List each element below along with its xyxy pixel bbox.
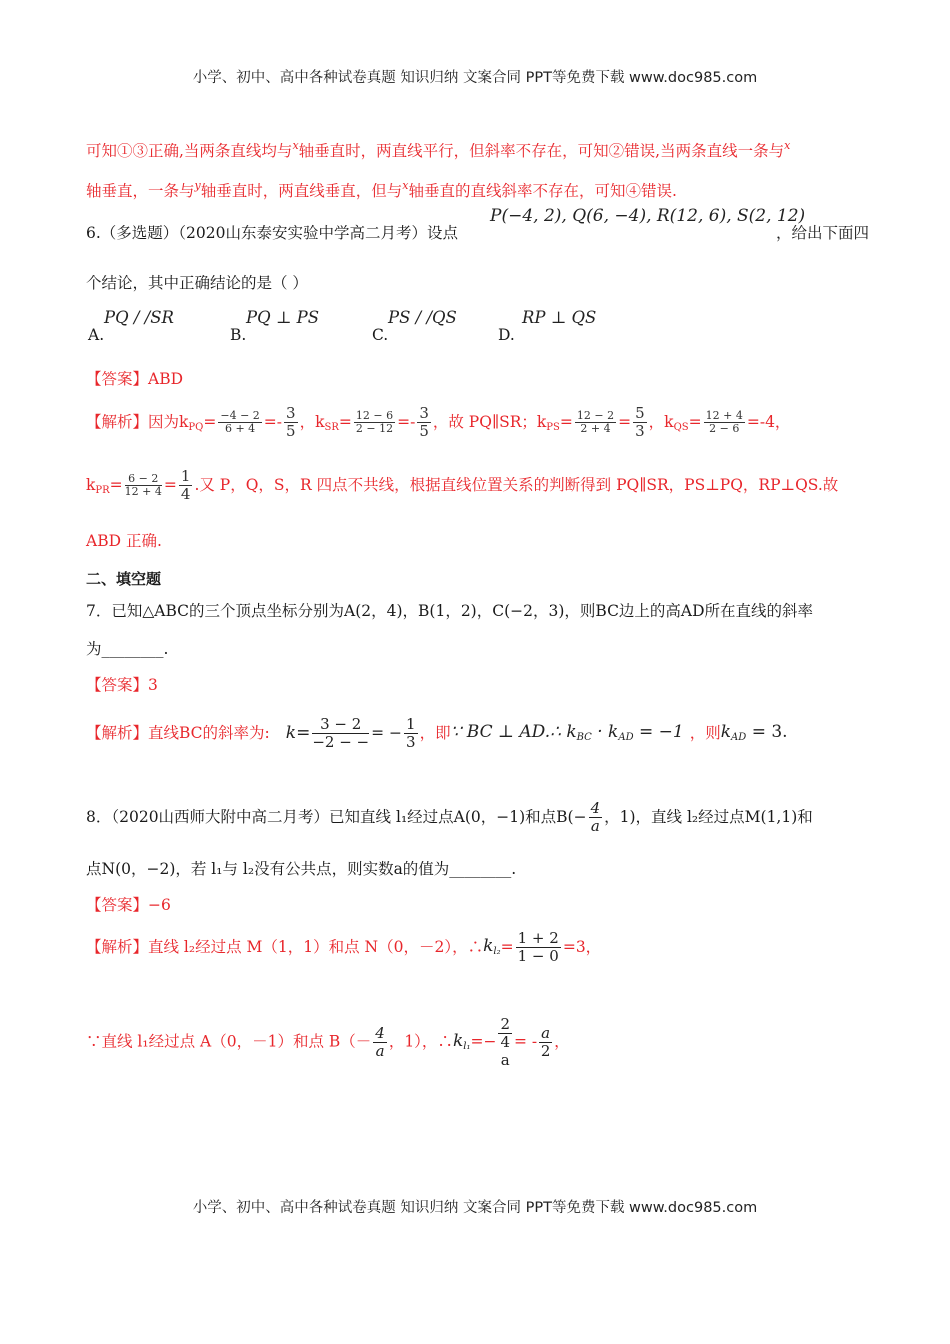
frac-pq: $\frac{-4 - 2}{6 + 4}$: [220, 408, 260, 436]
frac-4-a-2: $\frac{4}{a}$: [375, 1023, 385, 1060]
q6-stem-line-2: 个结论，其中正确结论的是（ ）: [86, 274, 308, 292]
q6-option-b: PQ ⊥ PS: [246, 308, 320, 327]
q6-solution-line-1: 【解析】因为$k_{PQ}=$ $\frac{-4 - 2}{6 + 4}$ =- $\frac{3}{5}$ ，$k_{SR}=$ $\frac{12 - 6}{2 - 12}$ =- $\frac{3}{5}$ ，故 PQ∥SR；$k_{PS}=$ $\frac{12 - 2}{2 + 4}$ = $\frac{5}{3}$ ，$k_{QS}=$ $\frac{12 + 4}{2 - 6}$ =-4，: [86, 404, 791, 441]
page-header: 小学、初中、高中各种试卷真题 知识归纳 文案合同 PPT等免费下载 www.doc985.com: [192, 70, 758, 86]
q6-option-c: PS / /QS: [388, 308, 457, 327]
q8-solution-line-1: 【解析】直线 l₂经过点 M（1，1）和点 N（0，－2），$\therefore k_{l_2}=$ $\frac{1 + 2}{1 - 0}$ =3，: [86, 929, 602, 966]
q6-solution-line-3: ABD 正确.: [86, 532, 162, 550]
frac-sr: $\frac{12 - 6}{2 - 12}$: [355, 408, 394, 436]
q6-stem-line-1: 6.（多选题）（2020山东泰安实验中学高二月考）设点: [86, 224, 458, 242]
q7-answer: 【答案】3: [86, 676, 158, 694]
q8-solution-line-2: ∵直线 l₁经过点 A（0，－1）和点 B（－ $\frac{4}{a}$ ，1），$\therefore k_{l_1}=-$ 2 4 a = - $\frac{a}{2}$ ，: [86, 1015, 570, 1069]
q6-option-c-label: C.: [372, 326, 389, 344]
frac-qs: $\frac{12 + 4}{2 - 6}$: [705, 408, 743, 436]
q7-stem-line-1: 7．已知△ABC的三个顶点坐标分别为A(2，4)，B(1，2)，C(−2，3)，则BC边上的高AD所在直线的斜率: [86, 602, 814, 620]
frac-4-a: $\frac{4}{a}$: [590, 799, 601, 836]
q6-answer: 【答案】ABD: [86, 370, 184, 388]
frac-ps: $\frac{12 - 2}{2 + 4}$: [576, 408, 615, 436]
q6-option-b-label: B.: [230, 326, 247, 344]
q7-stem-line-2: 为________.: [86, 640, 169, 658]
frac-l2: $\frac{1 + 2}{1 - 0}$: [517, 929, 559, 966]
q6-solution-line-2: $k_{PR}=$ $\frac{6 - 2}{12 + 4}$ = $\frac{1}{4}$ .又 P，Q，S，R 四点不共线，根据直线位置关系的判断得到 PQ∥SR，PS⊥PQ，RP⊥QS.故: [86, 467, 839, 504]
frac-a-2: $\frac{a}{2}$: [540, 1023, 551, 1060]
frac-3-5b: $\frac{3}{5}$: [419, 404, 429, 441]
q8-answer: 【答案】−6: [86, 896, 171, 914]
q6-option-a: PQ / /SR: [104, 308, 174, 327]
section-title: 二、填空题: [86, 570, 162, 588]
q6-option-d-label: D.: [498, 326, 515, 344]
frac-pr: $\frac{6 - 2}{12 + 4}$: [124, 471, 162, 499]
frac-complex: 2 4 a: [500, 1015, 511, 1069]
frac-1-4: $\frac{1}{4}$: [180, 467, 191, 504]
frac-5-3: $\frac{5}{3}$: [635, 404, 645, 441]
q8-stem-line-2: 点N(0，−2)，若 l₁与 l₂没有公共点，则实数a的值为________.: [86, 860, 517, 878]
q5-solution-line-1: 可知①③正确,当两条直线均与$^x$轴垂直时，两直线平行，但斜率不存在，可知②错误,当两条直线一条与$^x$: [86, 139, 791, 160]
q7-solution: 【解析】直线BC的斜率为: k= $\frac{3 - 2}{-2 - -}$ = − $\frac{1}{3}$ ，即∵ BC ⊥ AD.∴ $k_{BC} \cdot k_{AD} = -1$ ，则$k_{AD} = 3$.: [86, 715, 788, 752]
frac-1-3: $\frac{1}{3}$: [406, 715, 416, 752]
page-footer: 小学、初中、高中各种试卷真题 知识归纳 文案合同 PPT等免费下载 www.doc985.com: [192, 1200, 758, 1216]
q6-points: P(−4, 2), Q(6, −4), R(12, 6), S(2, 12): [490, 206, 806, 226]
q6-option-d: RP ⊥ QS: [522, 308, 597, 327]
q6-stem-line-1b: ，给出下面四: [776, 224, 870, 242]
q8-stem-line-1: 8．（2020山西师大附中高二月考）已知直线 l₁经过点A(0，−1)和点B(− $\frac{4}{a}$ ，1)，直线 l₂经过点M(1,1)和: [86, 799, 813, 836]
frac-3-5: $\frac{3}{5}$: [286, 404, 296, 441]
frac-bc: $\frac{3 - 2}{-2 - -}$: [312, 715, 370, 752]
q5-solution-line-2: 轴垂直，一条与$^y$轴垂直时，两直线垂直，但与$^x$轴垂直的直线斜率不存在，可知④错误.: [86, 179, 677, 200]
q6-option-a-label: A.: [88, 326, 105, 344]
